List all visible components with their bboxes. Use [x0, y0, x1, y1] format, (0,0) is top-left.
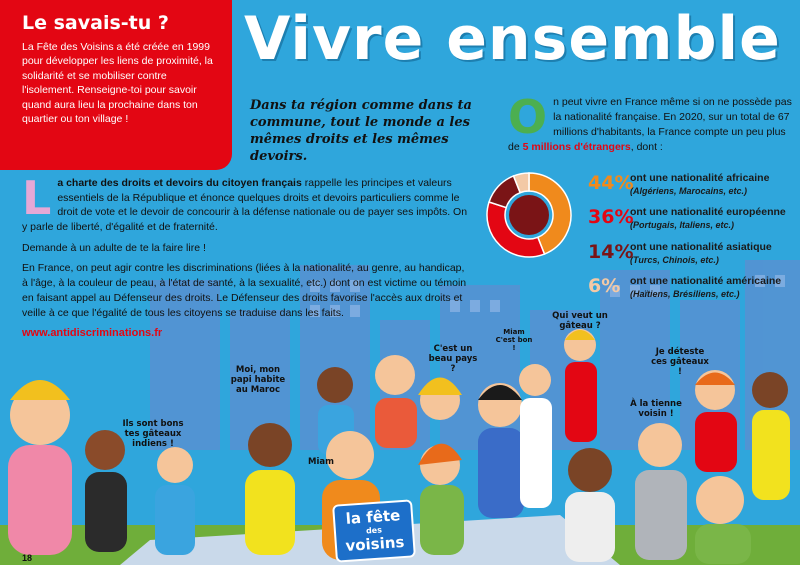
charter-dropcap: L: [22, 171, 52, 225]
stat-row-asia: [588, 241, 800, 267]
stat-row-europe: [588, 206, 800, 232]
antidiscrimination-link[interactable]: www.antidiscriminations.fr: [22, 327, 163, 340]
intro-text-before: n peut vivre en France même si on ne possède pas la nationalité française. En 2020, sur un total de 67 millions d'habitants, la France compte un peu plus de: [508, 96, 792, 153]
stat-row-america: [588, 275, 800, 301]
did-you-know-body: La Fête des Voisins a été créée en 1999 pour développer les liens de proximité, la solidarité et se mobiliser contre l'isolement. Renseigne-toi pour savoir quand aura lieu la prochaine dans ton quartier ou ton village !: [22, 41, 213, 126]
nationality-donut-chart: [486, 172, 572, 258]
speech-bubble-miam-cest-bon: Miam C'est bon !: [495, 328, 533, 353]
stat-label: ont une nationalité asiatique: [630, 240, 772, 253]
stat-label: ont une nationalité africaine: [630, 172, 770, 184]
donut-center: [509, 195, 549, 235]
stat-detail: (Algériens, Marocains, etc.): [630, 186, 748, 197]
stat-detail: (Turcs, Chinois, etc.): [630, 254, 719, 265]
charter-paragraph-3: En France, on peut agir contre les discriminations (liées à la nationalité, au genre, au handicap, à l'âge, à la couleur de peau, à l'état de santé, à la sexualité, etc.) dont on est victime ou témoin en faisant appel au Défenseur des droits. Le Défenseur des droits favorise l'accès aux droits et veille à ce que l'égalité de tous les citoyens se traduise dans les faits.: [22, 262, 467, 319]
charter-bold-intro: a charte des droits et devoirs du citoyen français: [57, 177, 302, 189]
stat-detail: (Portugais, Italiens, etc.): [630, 220, 735, 231]
speech-bubble-qui-veut: Qui veut un gâteau ?: [552, 311, 608, 331]
fete-des-voisins-logo: [332, 499, 416, 562]
logo-line-2: des: [365, 525, 383, 536]
charter-paragraph-2: Demande à un adulte de te la faire lire !: [22, 241, 206, 254]
did-you-know-heading: Le savais-tu ?: [22, 12, 169, 34]
speech-bubble-deteste: Je déteste ces gâteaux !: [651, 347, 709, 377]
charter-p1-rest: rappelle les principes et valeurs essentiels de la République et énonce quelques droits et devoirs particuliers comme le droit de vote et le devoir de concourir à la défense nationale ou de payer ses impôts. On y parle de liberté, d'égalité et de fraternité.: [22, 177, 468, 234]
stat-row-africa: [588, 172, 800, 198]
charter-paragraph-1: [22, 171, 470, 235]
stat-percent: 44%: [588, 172, 634, 194]
logo-line-3: voisins: [344, 532, 405, 556]
intro-dropcap: O: [508, 90, 548, 144]
stat-percent: 6%: [588, 274, 621, 297]
lead-paragraph: Dans ta région comme dans ta commune, tout le monde a les mêmes droits et les mêmes devoirs.: [250, 98, 472, 165]
intro-text-after: , dont :: [630, 140, 663, 153]
page-title: Vivre ensemble: [244, 4, 781, 74]
stat-percent: 14%: [588, 240, 634, 263]
intro-paragraph: [508, 90, 796, 155]
speech-bubble-miam: Miam: [308, 457, 334, 467]
speech-bubble-bons: Ils sont bons tes gâteaux indiens !: [122, 419, 184, 449]
intro-highlight: 5 millions d'étrangers: [522, 140, 631, 153]
speech-bubble-tienne: À la tienne voisin !: [630, 399, 682, 419]
nationality-stats: [588, 172, 800, 309]
did-you-know-box: [0, 0, 232, 170]
logo-line-1: la fête: [345, 506, 401, 528]
speech-bubble-papi: Moi, mon papi habite au Maroc: [230, 365, 286, 395]
stat-percent: 36%: [588, 206, 634, 229]
stat-label: ont une nationalité américaine: [630, 274, 782, 287]
page-number: 18: [22, 553, 33, 563]
speech-bubble-beau-pays: C'est un beau pays ?: [428, 344, 478, 374]
stat-detail: (Haïtiens, Brésiliens, etc.): [630, 288, 740, 299]
stat-label: ont une nationalité européenne: [630, 206, 786, 219]
